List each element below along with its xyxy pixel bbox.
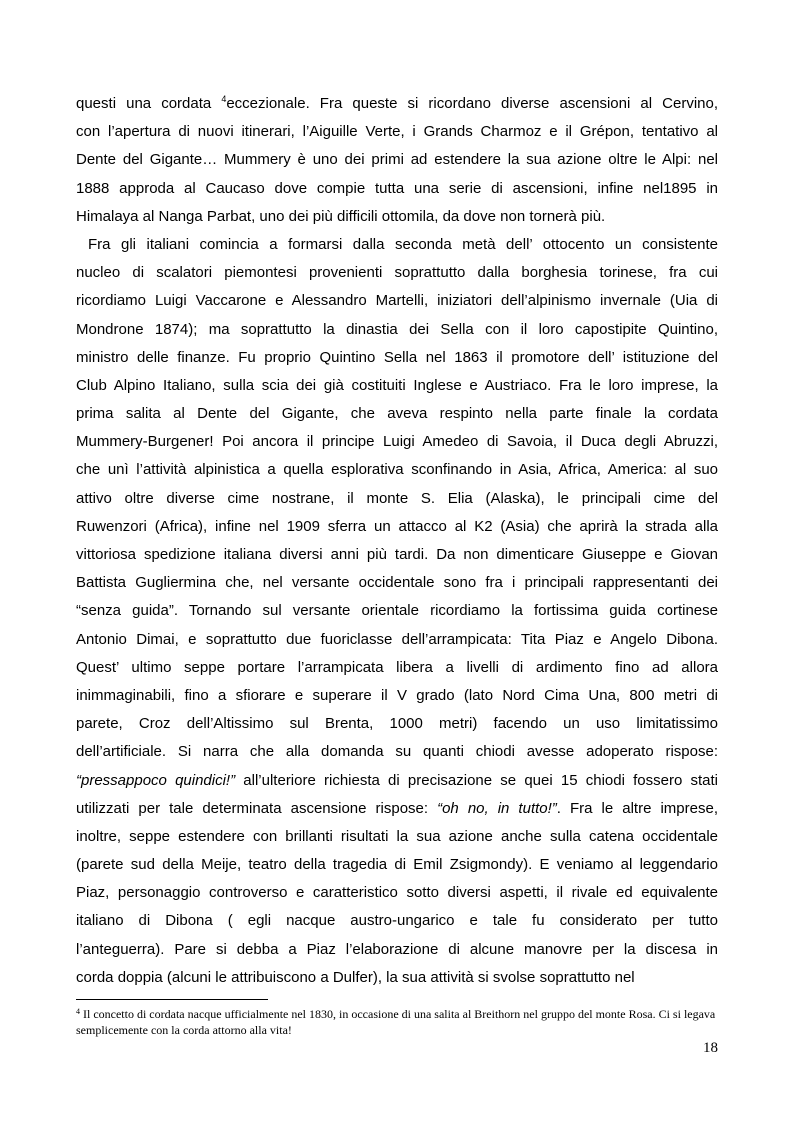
text-segment: inoltre, seppe estendere con brillanti risultati la sua azione anche sulla catena occidentale: [76, 827, 718, 845]
text-line: [76, 372, 718, 400]
footnote-text: Il concetto di cordata nacque ufficialmente nel 1830, in occasione di una salita al Breithorn nel gruppo del monte Rosa. Ci si legava semplicemente con la corda attorno alla vita!: [76, 1007, 716, 1037]
text-segment: Himalaya al Nanga Parbat, uno dei più difficili ottomila, da dove non tornerà più.: [76, 207, 606, 225]
text-segment: “senza guida”. Tornando sul versante orientale ricordiamo la fortissima guida cortinese: [76, 602, 718, 620]
text-segment: Fra gli italiani comincia a formarsi dalla seconda metà dell’ ottocento un consistente: [88, 235, 718, 253]
text-line: [76, 738, 718, 766]
footnote-reference: 4: [221, 94, 227, 104]
text-segment: Mondrone 1874); ma soprattutto la dinastia dei Sella con il loro capostipite Quintino,: [76, 320, 718, 338]
text-segment: con l’apertura di nuovi itinerari, l’Aiguille Verte, i Grands Charmoz e il Grépon, tentativo al: [76, 123, 718, 141]
italic-quote: “oh no, in tutto!”: [437, 799, 557, 817]
text-segment: Mummery-Burgener! Poi ancora il principe Luigi Amedeo di Savoia, il Duca degli Abruzzi,: [76, 433, 718, 451]
body-text: [76, 90, 718, 992]
text-line: [76, 879, 718, 907]
text-segment: ministro delle finanze. Fu proprio Quintino Sella nel 1863 il promotore dell’ istituzione del: [76, 348, 718, 366]
text-line: [76, 541, 718, 569]
text-line: [76, 259, 718, 287]
footnote-marker: 4: [76, 1007, 80, 1016]
text-line: [76, 569, 718, 597]
text-line: [76, 597, 718, 625]
text-segment: 1888 approda al Caucaso dove compie tutta una serie di ascensioni, infine nel1895 in: [76, 179, 718, 197]
text-segment: attivo oltre diverse cime nostrane, il monte S. Elia (Alaska), le principali cime del: [76, 489, 718, 507]
text-segment: italiano di Dibona ( egli nacque austro-ungarico e tale fu considerato per tutto: [76, 912, 718, 930]
text-line: [76, 907, 718, 935]
text-line: [76, 175, 718, 203]
text-segment: ricordiamo Luigi Vaccarone e Alessandro Martelli, iniziatori dell’alpinismo invernale (Uia di: [76, 292, 718, 310]
text-line: [76, 344, 718, 372]
text-segment: prima salita al Dente del Gigante, che aveva respinto nella parte finale la cordata: [76, 405, 718, 423]
text-line: [76, 767, 718, 795]
text-segment: dell’artificiale. Si narra che alla domanda su quanti chiodi avesse adoperato rispose:: [76, 743, 718, 761]
text-line: [76, 428, 718, 456]
text-line: [76, 287, 718, 315]
text-segment: inimmaginabili, fino a sfiorare e superare il V grado (lato Nord Cima Una, 800 metri di: [76, 686, 718, 704]
text-line: [76, 823, 718, 851]
text-segment: . Fra le altre imprese,: [556, 799, 718, 817]
text-line: [76, 231, 718, 259]
text-line: [76, 146, 718, 174]
text-segment: corda doppia (alcuni le attribuiscono a Dulfer), la sua attività si svolse soprattutto nel: [76, 968, 635, 986]
text-line: [76, 710, 718, 738]
text-line: [76, 682, 718, 710]
text-segment: questi una cordata: [76, 95, 222, 112]
text-line: [76, 654, 718, 682]
text-segment: parete, Croz dell’Altissimo sul Brenta, 1000 metri) facendo un uso limitatissimo: [76, 715, 718, 733]
italic-quote: “pressappoco quindici!”: [76, 771, 236, 789]
text-line: [76, 513, 718, 541]
text-line: [76, 118, 718, 146]
text-line: [76, 851, 718, 879]
text-segment: Battista Gugliermina che, nel versante occidentale sono fra i principali rappresentanti dei: [76, 574, 718, 592]
text-segment: Ruwenzori (Africa), infine nel 1909 sferra un attacco al K2 (Asia) che aprirà la strada alla: [76, 517, 718, 535]
text-line: [76, 316, 718, 344]
text-line: [76, 203, 718, 231]
text-line: [76, 456, 718, 484]
text-line: [76, 964, 718, 992]
text-segment: utilizzati per tale determinata ascensione rispose:: [76, 799, 438, 817]
text-line: [76, 400, 718, 428]
text-line: [76, 626, 718, 654]
text-segment: eccezionale. Fra queste si ricordano diverse ascensioni al Cervino,: [226, 95, 719, 112]
text-segment: che unì l’attività alpinistica a quella esplorativa sconfinando in Asia, Africa, America: al suo: [76, 461, 718, 479]
text-segment: all’ulteriore richiesta di precisazione se quei 15 chiodi fossero stati: [235, 771, 718, 789]
text-segment: nucleo di scalatori piemontesi provenienti soprattutto dalla borghesia torinese, fra cui: [76, 264, 718, 282]
text-line: [76, 90, 718, 118]
text-segment: Quest’ ultimo seppe portare l’arrampicata libera a livelli di ardimento fino ad allora: [76, 658, 718, 676]
footnote: [76, 1006, 718, 1038]
page-number: 18: [703, 1040, 718, 1056]
text-segment: Antonio Dimai, e soprattutto due fuoriclasse dell’arrampicata: Tita Piaz e Angelo Dibona.: [76, 630, 718, 648]
text-segment: Club Alpino Italiano, sulla scia dei già costituiti Inglese e Austriaco. Fra le loro imprese, la: [76, 376, 718, 394]
text-segment: (parete sud della Meije, teatro della tragedia di Emil Zsigmondy). E veniamo al leggendario: [76, 856, 718, 874]
text-segment: Piaz, personaggio controverso e caratteristico sotto diversi aspetti, il rivale ed equivalente: [76, 884, 718, 902]
text-line: [76, 936, 718, 964]
footnote-separator: [76, 999, 268, 1000]
text-segment: Dente del Gigante… Mummery è uno dei primi ad estendere la sua azione oltre le Alpi: nel: [76, 151, 718, 169]
text-line: [76, 795, 718, 823]
text-line: [76, 485, 718, 513]
text-segment: vittoriosa spedizione italiana diversi anni più tardi. Da non dimenticare Giuseppe e Giovan: [76, 546, 718, 563]
text-segment: l’anteguerra). Pare si debba a Piaz l’elaborazione di alcune manovre per la discesa in: [76, 940, 718, 958]
